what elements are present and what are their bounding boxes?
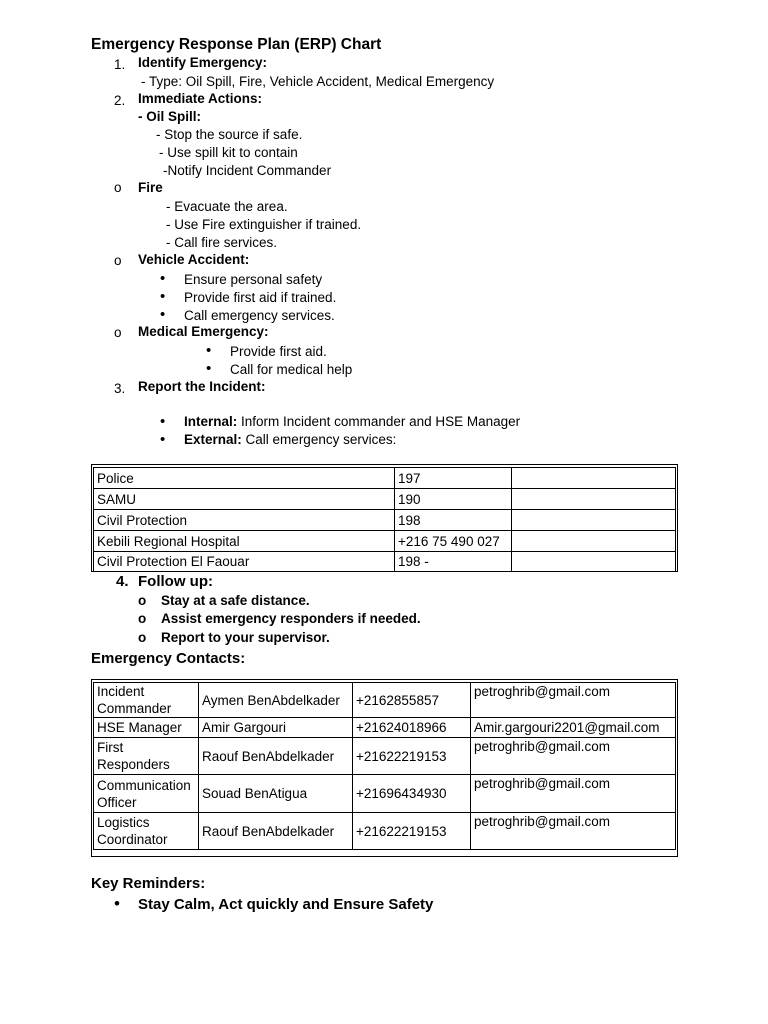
service-number: 197	[395, 468, 512, 489]
service-number: 190	[395, 489, 512, 510]
contact-phone: +21696434930	[353, 775, 471, 813]
step-1-label: Identify Emergency:	[138, 55, 268, 70]
reminder-item: Stay Calm, Act quickly and Ensure Safety	[138, 896, 434, 913]
oil-spill-label: - Oil Spill:	[138, 109, 201, 124]
follow-up-marker: o	[138, 630, 147, 645]
contact-email: Amir.gargouri2201@gmail.com	[471, 718, 676, 738]
services-table	[93, 467, 676, 572]
table-row	[94, 775, 676, 813]
contact-phone: +2162855857	[353, 683, 471, 718]
bullet-icon: •	[206, 342, 212, 359]
service-name: Civil Protection El Faouar	[94, 552, 395, 572]
fire-marker: o	[114, 180, 122, 195]
step-3-number: 3.	[114, 381, 126, 396]
contacts-heading: Emergency Contacts:	[91, 650, 246, 667]
medical-marker: o	[114, 325, 122, 340]
contact-email: petroghrib@gmail.com	[471, 775, 676, 813]
contact-role: Communication Officer	[94, 775, 199, 813]
service-extra	[512, 552, 676, 572]
external-text: Call emergency services:	[245, 432, 397, 447]
fire-label: Fire	[138, 180, 163, 195]
table-row	[94, 510, 676, 531]
bullet-icon: •	[160, 288, 166, 305]
service-extra	[512, 489, 676, 510]
contact-phone: +21622219153	[353, 738, 471, 775]
internal-label: Internal:	[184, 414, 238, 429]
contact-name: Raouf BenAbdelkader	[199, 813, 353, 850]
contact-phone: +21624018966	[353, 718, 471, 738]
follow-up-item: Assist emergency responders if needed.	[161, 611, 421, 626]
vehicle-item: Call emergency services.	[184, 308, 335, 323]
service-extra	[512, 531, 676, 552]
step-2-label: Immediate Actions:	[138, 91, 263, 106]
internal-line	[184, 414, 520, 429]
step-3-label: Report the Incident:	[138, 379, 266, 394]
contact-role: Incident Commander	[94, 683, 199, 718]
bullet-icon: •	[160, 413, 166, 430]
contact-name: Aymen BenAbdelkader	[199, 683, 353, 718]
contact-role: First Responders	[94, 738, 199, 775]
medical-item: Provide first aid.	[230, 344, 327, 359]
bullet-icon: •	[160, 431, 166, 448]
table-row	[94, 813, 676, 850]
internal-text: Inform Incident commander and HSE Manager	[241, 414, 521, 429]
table-row	[94, 738, 676, 775]
contact-name: Souad BenAtigua	[199, 775, 353, 813]
oil-spill-item: -Notify Incident Commander	[163, 163, 332, 178]
service-name: SAMU	[94, 489, 395, 510]
contact-phone: +21622219153	[353, 813, 471, 850]
contact-name: Raouf BenAbdelkader	[199, 738, 353, 775]
medical-emergency-label: Medical Emergency:	[138, 324, 269, 339]
external-line	[184, 432, 396, 447]
emergency-types: - Type: Oil Spill, Fire, Vehicle Accident, Medical Emergency	[141, 74, 495, 89]
contact-email: petroghrib@gmail.com	[471, 738, 676, 775]
oil-spill-item: - Use spill kit to contain	[159, 145, 298, 160]
service-extra	[512, 468, 676, 489]
contacts-table	[93, 682, 676, 850]
service-name: Police	[94, 468, 395, 489]
contact-name: Amir Gargouri	[199, 718, 353, 738]
table-row	[94, 683, 676, 718]
bullet-icon: •	[206, 360, 212, 377]
table-row	[94, 468, 676, 489]
medical-item: Call for medical help	[230, 362, 353, 377]
oil-spill-item: - Stop the source if safe.	[156, 127, 303, 142]
table-row	[94, 718, 676, 738]
bullet-icon: •	[114, 894, 120, 913]
follow-up-item: Stay at a safe distance.	[161, 593, 310, 608]
service-name: Kebili Regional Hospital	[94, 531, 395, 552]
contact-email: petroghrib@gmail.com	[471, 683, 676, 718]
service-number: 198 -	[395, 552, 512, 572]
reminders-heading: Key Reminders:	[91, 875, 206, 892]
contact-role: Logistics Coordinator	[94, 813, 199, 850]
vehicle-accident-label: Vehicle Accident:	[138, 252, 250, 267]
vehicle-marker: o	[114, 253, 122, 268]
external-label: External:	[184, 432, 242, 447]
table-row	[94, 552, 676, 572]
contact-role: HSE Manager	[94, 718, 199, 738]
contact-email: petroghrib@gmail.com	[471, 813, 676, 850]
fire-item: - Use Fire extinguisher if trained.	[166, 217, 362, 232]
service-name: Civil Protection	[94, 510, 395, 531]
page-title: Emergency Response Plan (ERP) Chart	[91, 36, 382, 53]
vehicle-item: Provide first aid if trained.	[184, 290, 337, 305]
follow-up-marker: o	[138, 611, 147, 626]
service-extra	[512, 510, 676, 531]
vehicle-item: Ensure personal safety	[184, 272, 323, 287]
follow-up-marker: o	[138, 593, 147, 608]
service-number: 198	[395, 510, 512, 531]
step-4-number: 4.	[116, 573, 129, 590]
fire-item: - Call fire services.	[166, 235, 278, 250]
table-row	[94, 489, 676, 510]
table-row	[94, 531, 676, 552]
step-1-number: 1.	[114, 57, 126, 72]
step-4-label: Follow up:	[138, 573, 213, 590]
follow-up-item: Report to your supervisor.	[161, 630, 330, 645]
service-number: +216 75 490 027	[395, 531, 512, 552]
fire-item: - Evacuate the area.	[166, 199, 288, 214]
bullet-icon: •	[160, 270, 166, 287]
step-2-number: 2.	[114, 93, 126, 108]
bullet-icon: •	[160, 306, 166, 323]
